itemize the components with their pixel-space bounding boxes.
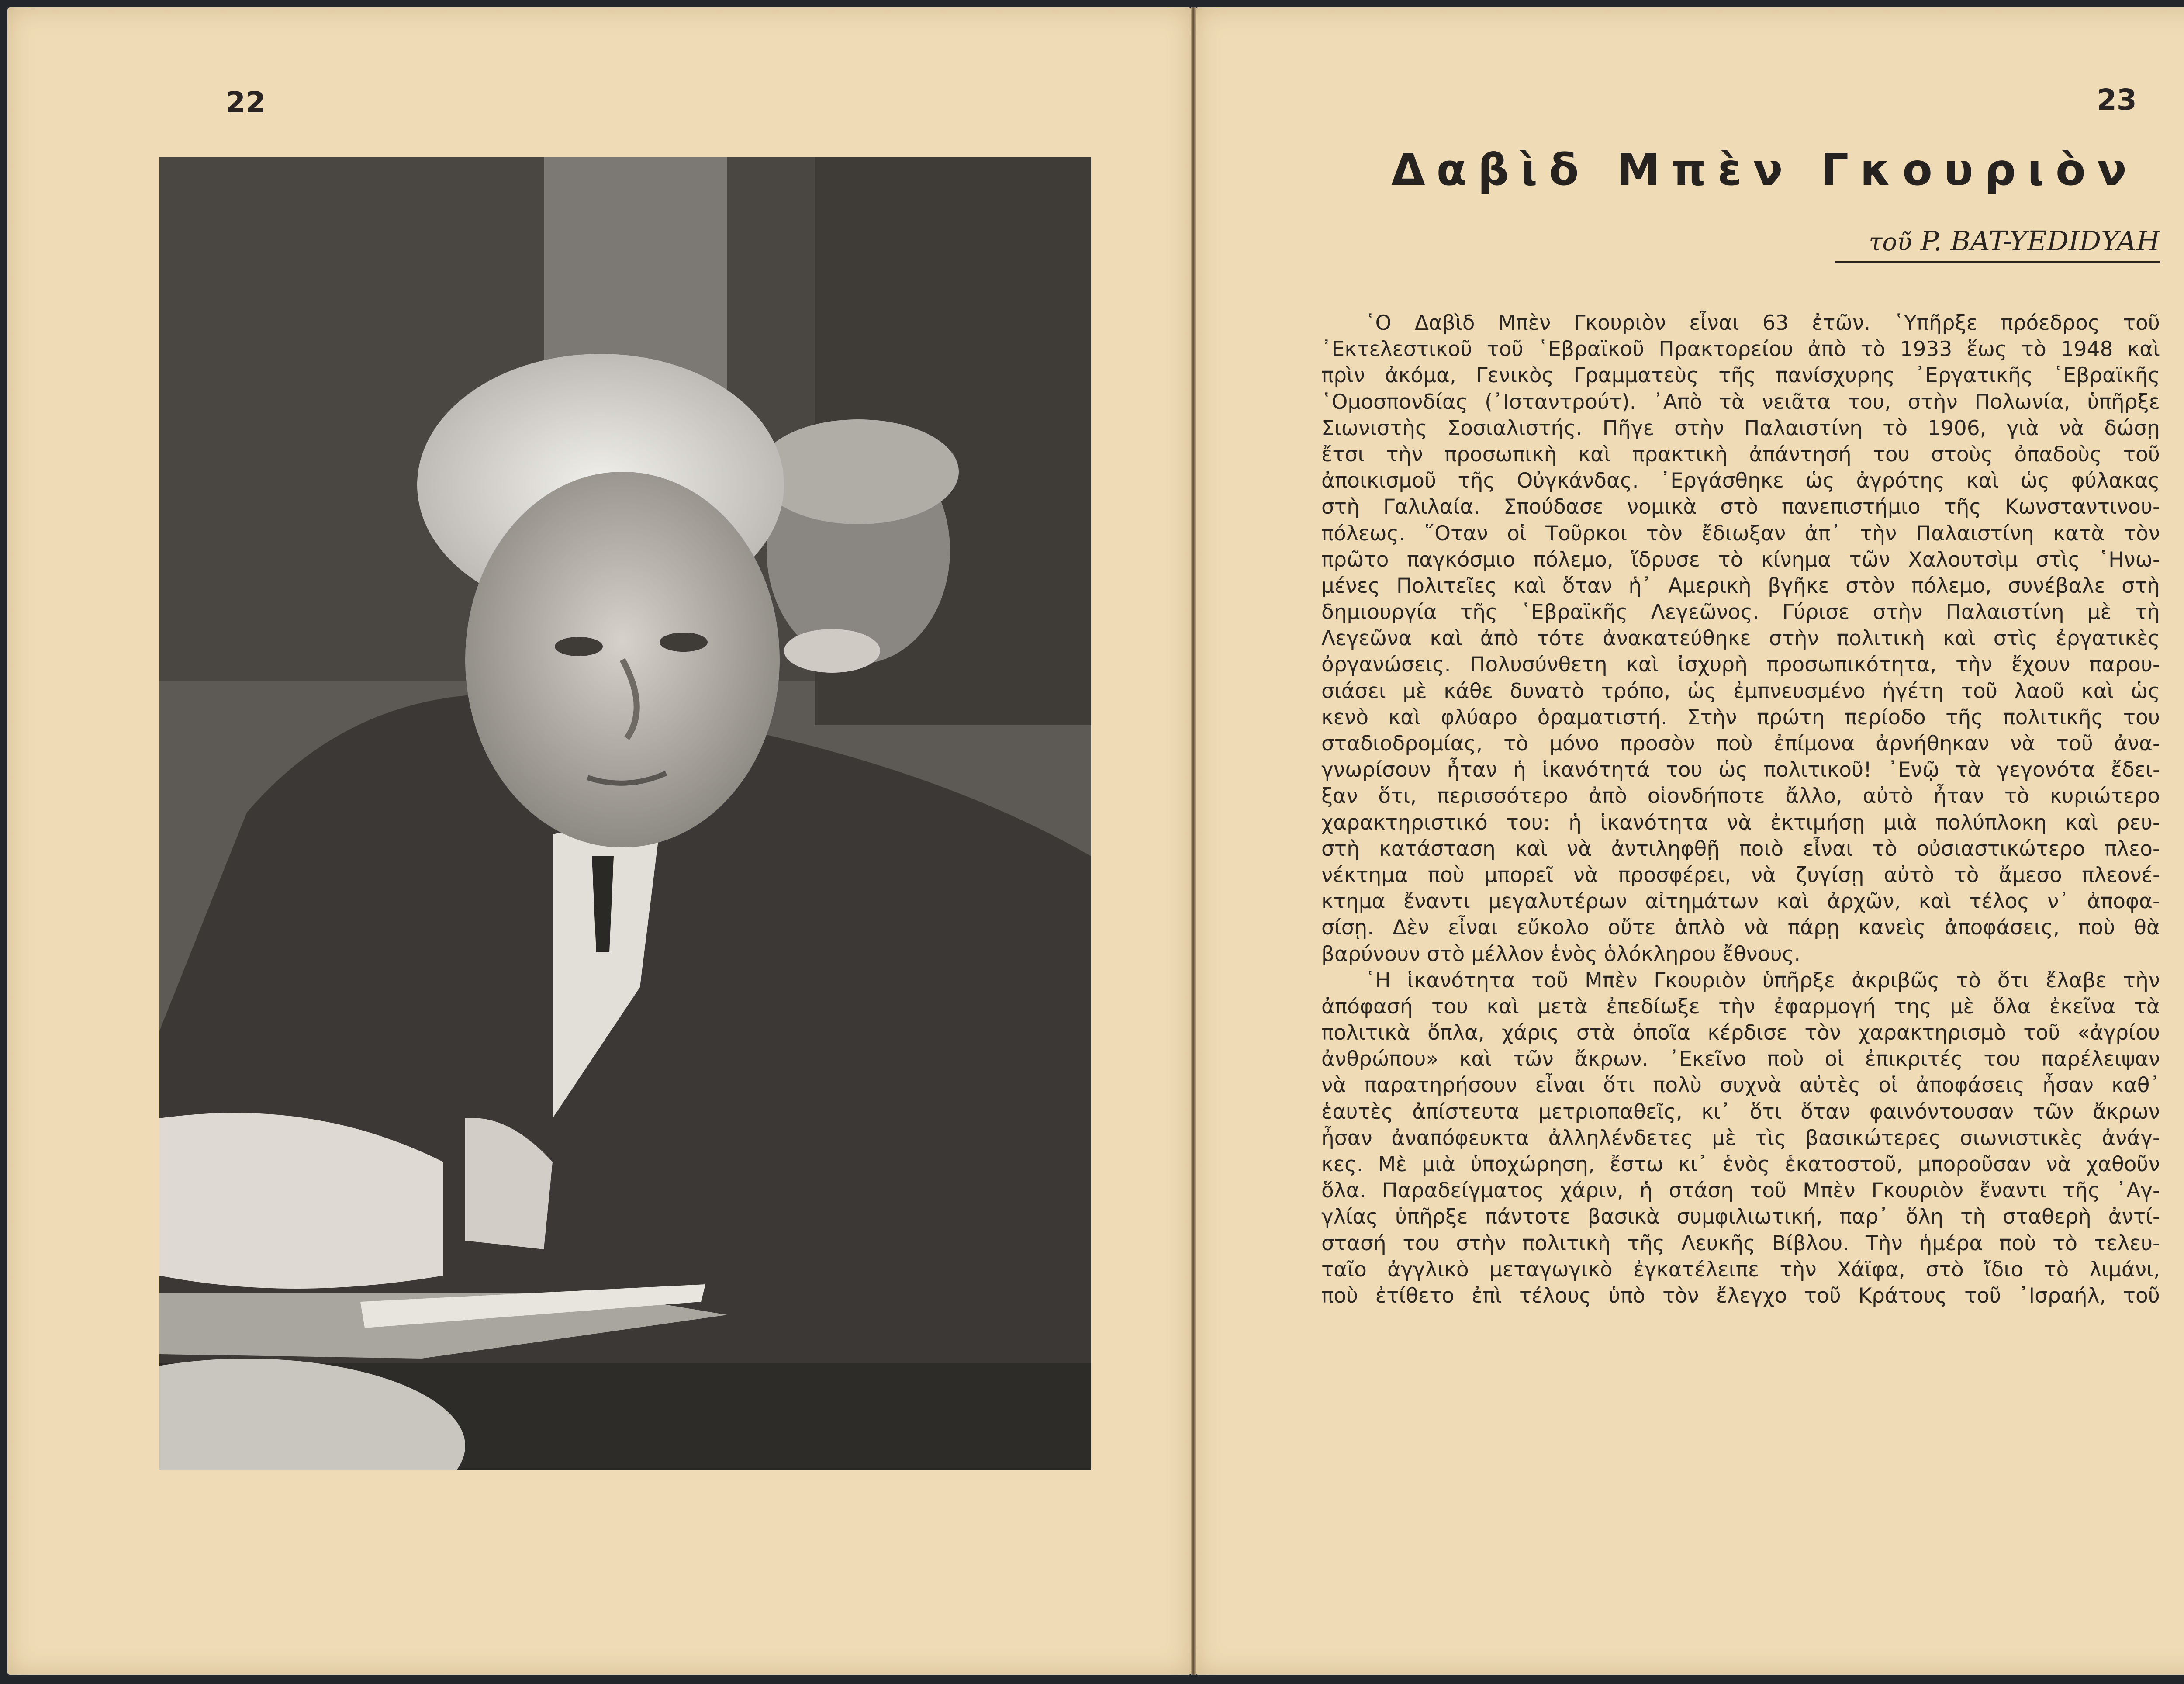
body-line: ταῖο ἀγγλικὸ μεταγωγικὸ ἐγκατέλειπε τὴν Χάϊφα, στὸ ἴδιο τὸ λιμάνι, bbox=[1321, 1257, 2160, 1282]
body-line: ὀργανώσεις. Πολυσύνθετη καὶ ἰσχυρὴ προσωπικότητα, τὴν ἔχουν παρου- bbox=[1321, 653, 2160, 677]
body-line: ῾Ο Δαβὶδ Μπὲν Γκουριὸν εἶναι 63 ἐτῶν. ῾Υπῆρξε πρόεδρος τοῦ bbox=[1365, 311, 2160, 335]
body-line: σιάσει μὲ κάθε δυνατὸ τρόπο, ὡς ἐμπνευσμένο ἡγέτη τοῦ λαοῦ καὶ ὡς bbox=[1321, 679, 2160, 703]
body-line: ἔτσι τὴν προσωπικὴ καὶ πρακτικὴ ἀπάντησή του στοὺς ὀπαδοὺς τοῦ bbox=[1321, 442, 2160, 467]
article-body bbox=[1321, 310, 2160, 1309]
page-number-right: 23 bbox=[2097, 83, 2137, 117]
body-line: κτημα ἔναντι μεγαλυτέρων αἰτημάτων καὶ ἀρχῶν, καὶ τέλος ν᾿ ἀποφα- bbox=[1321, 889, 2160, 914]
portrait-photo bbox=[159, 157, 1091, 1470]
page-number-left: 22 bbox=[225, 86, 266, 119]
body-line: πολιτικὰ ὅπλα, χάρις στὰ ὁποῖα κέρδισε τὸν χαρακτηρισμὸ τοῦ «ἀγρίου bbox=[1321, 1021, 2160, 1045]
body-line: ἑαυτὲς ἀπίστευτα μετριοπαθεῖς, κι᾿ ὅτι ὅταν φαινόντουσαν τῶν ἄκρων bbox=[1321, 1100, 2160, 1124]
body-line: στὴ κατάσταση καὶ νὰ ἀντιληφθῇ ποιὸ εἶναι τὸ οὐσιαστικώτερο πλεο- bbox=[1321, 837, 2160, 861]
body-line: Λεγεῶνα καὶ ἀπὸ τότε ἀνακατεύθηκε στὴν πολιτικὴ καὶ στὶς ἐργατικὲς bbox=[1321, 626, 2160, 651]
body-line: κες. Μὲ μιὰ ὑποχώρηση, ἔστω κι᾿ ἑνὸς ἑκατοστοῦ, μποροῦσαν νὰ χαθοῦν bbox=[1321, 1152, 2160, 1176]
body-line: ἀπόφασή του καὶ μετὰ ἐπεδίωξε τὴν ἐφαρμογή της μὲ ὅλα ἐκεῖνα τὰ bbox=[1321, 994, 2160, 1019]
body-line: ἀποικισμοῦ τῆς Οὐγκάνδας. ᾿Εργάσθηκε ὡς ἀγρότης καὶ ὡς φύλακας bbox=[1321, 469, 2160, 493]
author-prefix: τοῦ bbox=[1869, 228, 1912, 256]
article-title: Δαβὶδ Μπὲν Γκουριὸν bbox=[1391, 144, 2138, 195]
body-line: γνωρίσουν ἦταν ἡ ἱκανότητά του ὡς πολιτικοῦ! ᾿Ενῷ τὰ γεγονότα ἔδει- bbox=[1321, 758, 2160, 782]
body-line: στὴ Γαλιλαία. Σπούδασε νομικὰ στὸ πανεπιστήμιο τῆς Κωνσταντινου- bbox=[1321, 495, 2160, 519]
body-line: ᾿Εκτελεστικοῦ τοῦ ῾Εβραϊκοῦ Πρακτορείου ἀπὸ τὸ 1933 ἕως τὸ 1948 καὶ bbox=[1321, 337, 2160, 362]
body-line: χαρακτηριστικό του: ἡ ἱκανότητα νὰ ἐκτιμήσῃ μιὰ πολύπλοκη καὶ ρευ- bbox=[1321, 810, 2160, 835]
body-line: ἦσαν ἀναπόφευκτα ἀλληλένδετες μὲ τὶς βασικώτερες σιωνιστικὲς ἀνάγ- bbox=[1321, 1126, 2160, 1150]
book-gutter bbox=[1191, 7, 1196, 1675]
body-line: πρῶτο παγκόσμιο πόλεμο, ἵδρυσε τὸ κίνημα τῶν Χαλουτσὶμ στὶς ῾Ηνω- bbox=[1321, 547, 2160, 572]
body-line: βαρύνουν στὸ μέλλον ἑνὸς ὁλόκληρου ἔθνους. bbox=[1321, 942, 1801, 966]
body-line: σίσῃ. Δὲν εἶναι εὔκολο οὔτε ἁπλὸ νὰ πάρῃ κανεὶς ἀποφάσεις, ποὺ θὰ bbox=[1321, 916, 2160, 940]
body-line: ῾Η ἱκανότητα τοῦ Μπὲν Γκουριὸν ὑπῆρξε ἀκριβῶς τὸ ὅτι ἔλαβε τὴν bbox=[1365, 968, 2160, 992]
body-line: ἀνθρώπου» καὶ τῶν ἄκρων. ᾿Εκεῖνο ποὺ οἱ ἐπικριτές του παρέλειψαν bbox=[1321, 1047, 2160, 1072]
body-line: νὰ παρατηρήσουν εἶναι ὅτι πολὺ συχνὰ αὐτὲς οἱ ἀποφάσεις ἦσαν καθ᾿ bbox=[1321, 1073, 2160, 1098]
body-line: δημιουργία τῆς ῾Εβραϊκῆς Λεγεῶνος. Γύρισε στὴν Παλαιστίνη μὲ τὴ bbox=[1321, 600, 2160, 625]
body-line: μένες Πολιτεῖες καὶ ὅταν ἡ᾿ Αμερικὴ βγῆκε στὸν πόλεμο, συνέβαλε στὴ bbox=[1321, 574, 2160, 598]
body-line: ὅλα. Παραδείγματος χάριν, ἡ στάση τοῦ Μπὲν Γκουριὸν ἔναντι τῆς ᾿Αγ- bbox=[1321, 1179, 2160, 1203]
body-line: νέκτημα ποὺ μπορεῖ νὰ προσφέρει, νὰ ζυγίσῃ αὐτὸ τὸ ἄμεσο πλεονέ- bbox=[1321, 863, 2160, 887]
body-line: πόλεως. ῞Οταν οἱ Τοῦρκοι τὸν ἔδιωξαν ἀπ᾿ τὴν Παλαιστίνη κατὰ τὸν bbox=[1321, 521, 2160, 546]
body-line: ῾Ομοσπονδίας (᾿Ισταντρούτ). ᾿Απὸ τὰ νειᾶτα του, στὴν Πολωνία, ὑπῆρξε bbox=[1321, 390, 2160, 414]
body-line: σταδιοδρομίας, τὸ μόνο προσὸν ποὺ ἐπίμονα ἀρνήθηκαν νὰ τοῦ ἀνα- bbox=[1321, 732, 2160, 756]
body-line: γλίας ὑπῆρξε πάντοτε βασικὰ συμφιλιωτική, παρ᾿ ὅλη τὴ σταθερὴ ἀντί- bbox=[1321, 1205, 2160, 1229]
body-line: πρὶν ἀκόμα, Γενικὸς Γραμματεὺς τῆς πανίσχυρης ᾿Εργατικῆς ῾Εβραϊκῆς bbox=[1321, 363, 2160, 388]
body-line: ξαν ὅτι, περισσότερο ἀπὸ οἱονδήποτε ἄλλο, αὐτὸ ἦταν τὸ κυριώτερο bbox=[1321, 784, 2160, 809]
body-line: στασή του στὴν πολιτικὴ τῆς Λευκῆς Βίβλου. Τὴν ἡμέρα ποὺ τὸ τελευ- bbox=[1321, 1231, 2160, 1255]
article-author bbox=[1835, 225, 2160, 263]
author-name: P. BAT-YEDIDYAH bbox=[1920, 225, 2160, 257]
body-line: ποὺ ἐτίθετο ἐπὶ τέλους ὑπὸ τὸν ἔλεγχο τοῦ Κράτους τοῦ ᾿Ισραήλ, τοῦ bbox=[1321, 1283, 2160, 1308]
body-line: Σιωνιστὴς Σοσιαλιστής. Πῆγε στὴν Παλαιστίνη τὸ 1906, γιὰ νὰ δώσῃ bbox=[1321, 416, 2160, 440]
body-line: κενὸ καὶ φλύαρο ὁραματιστή. Στὴν πρώτη περίοδο τῆς πολιτικῆς του bbox=[1321, 705, 2160, 730]
